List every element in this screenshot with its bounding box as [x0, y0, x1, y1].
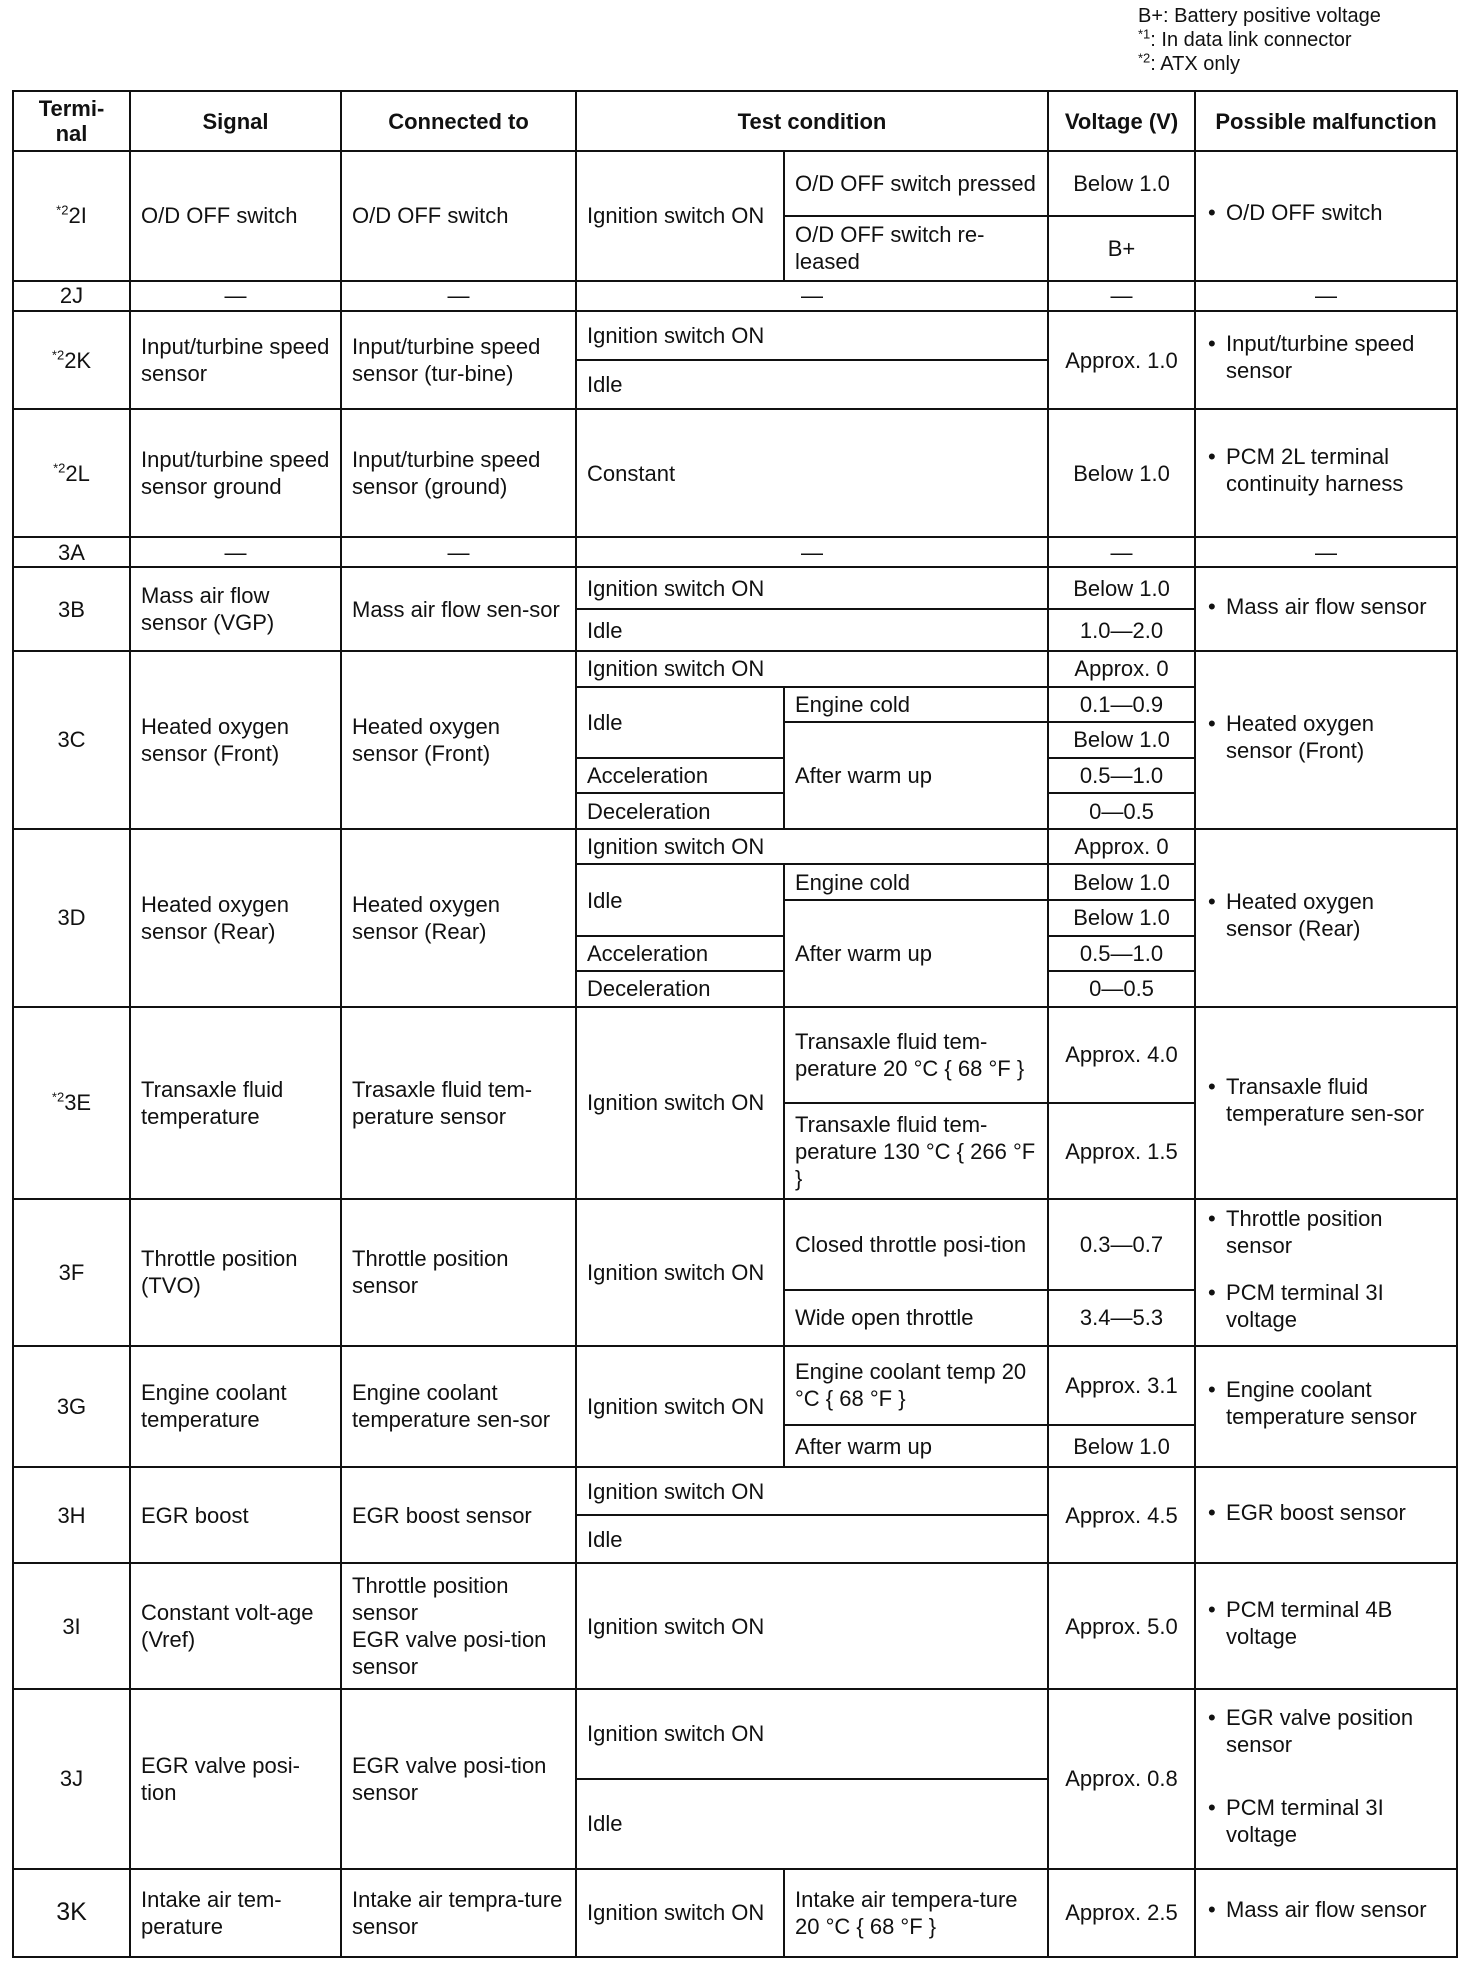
- header-malfunction: Possible malfunction: [1195, 91, 1457, 151]
- condition-cell: Idle: [576, 1779, 1048, 1869]
- sub-condition-cell: After warm up: [784, 900, 1048, 1007]
- connected-cell: Heated oxygen sensor (Front): [341, 651, 576, 829]
- table-row: [13, 537, 1457, 567]
- table-row: [13, 1869, 1457, 1957]
- condition-cell: Deceleration: [576, 793, 784, 829]
- sub-condition-cell: Engine cold: [784, 687, 1048, 723]
- connected-cell: Input/turbine speed sensor (tur-bine): [341, 311, 576, 409]
- malfunction-cell: • Mass air flow sensor: [1195, 567, 1457, 651]
- voltage-cell: 0—0.5: [1048, 793, 1195, 829]
- malfunction-cell: • Heated oxygen sensor (Rear): [1195, 829, 1457, 1007]
- connected-cell: Mass air flow sen-sor: [341, 567, 576, 651]
- dash-cell: —: [1195, 537, 1457, 567]
- malfunction-cell: • Input/turbine speed sensor: [1195, 311, 1457, 409]
- connected-cell: Trasaxle fluid tem-perature sensor: [341, 1007, 576, 1200]
- sub-condition-cell: Wide open throttle: [784, 1290, 1048, 1346]
- malfunction-cell: • O/D OFF switch: [1195, 151, 1457, 281]
- condition-cell: Ignition switch ON: [576, 151, 784, 281]
- condition-cell: Idle: [576, 687, 784, 758]
- connected-line: EGR valve posi-tion sensor: [352, 1627, 547, 1680]
- terminal-cell: 3I: [13, 1563, 130, 1689]
- table-row: [13, 311, 1457, 360]
- table-row: [13, 151, 1457, 216]
- condition-cell: Idle: [576, 609, 1048, 651]
- condition-cell: Ignition switch ON: [576, 651, 1048, 687]
- table-row: [13, 829, 1457, 865]
- header-connected-to: Connected to: [341, 91, 576, 151]
- malfunction-cell: • EGR boost sensor: [1195, 1467, 1457, 1563]
- condition-cell: Ignition switch ON: [576, 1689, 1048, 1779]
- condition-cell: Ignition switch ON: [576, 1869, 784, 1957]
- sub-condition-cell: Engine cold: [784, 864, 1048, 900]
- header-terminal: Termi-nal: [13, 91, 130, 151]
- sub-condition-cell: After warm up: [784, 1425, 1048, 1467]
- table-row: [13, 567, 1457, 609]
- voltage-cell: Approx. 1.5: [1048, 1103, 1195, 1199]
- table-row: [13, 1007, 1457, 1103]
- dash-cell: —: [576, 537, 1048, 567]
- connected-cell: Throttle position sensor: [341, 1199, 576, 1345]
- voltage-cell: Approx. 4.5: [1048, 1467, 1195, 1563]
- malfunction-cell: • Transaxle fluid temperature sen-sor: [1195, 1007, 1457, 1200]
- dash-cell: —: [1195, 281, 1457, 311]
- terminal-cell: 3J: [13, 1689, 130, 1869]
- header-test-condition: Test condition: [576, 91, 1048, 151]
- connected-cell: EGR boost sensor: [341, 1467, 576, 1563]
- connected-cell: [341, 1563, 576, 1689]
- header-signal: Signal: [130, 91, 341, 151]
- signal-cell: Intake air tem-perature: [130, 1869, 341, 1957]
- voltage-cell: Below 1.0: [1048, 409, 1195, 537]
- connected-cell: EGR valve posi-tion sensor: [341, 1689, 576, 1869]
- signal-cell: Heated oxygen sensor (Front): [130, 651, 341, 829]
- malfunction-cell: • Heated oxygen sensor (Front): [1195, 651, 1457, 829]
- terminal-cell: 3B: [13, 567, 130, 651]
- sub-condition-cell: Engine coolant temp 20 °C { 68 °F }: [784, 1346, 1048, 1426]
- dash-cell: —: [130, 537, 341, 567]
- terminal-cell: $^{*2}$2L: [13, 409, 130, 537]
- table-row: [13, 281, 1457, 311]
- voltage-cell: Approx. 0: [1048, 651, 1195, 687]
- terminal-cell: 3C: [13, 651, 130, 829]
- table-row: [13, 1689, 1457, 1779]
- condition-cell: Constant: [576, 409, 1048, 537]
- dash-cell: —: [341, 537, 576, 567]
- voltage-cell: Approx. 0: [1048, 829, 1195, 865]
- condition-cell: Acceleration: [576, 936, 784, 972]
- table-row: [13, 1563, 1457, 1689]
- malfunction-cell: • EGR valve position sensor • PCM terminal 3I voltage: [1195, 1689, 1457, 1869]
- legend-notes: [1138, 4, 1381, 76]
- terminal-cell: 3D: [13, 829, 130, 1007]
- voltage-cell: Approx. 1.0: [1048, 311, 1195, 409]
- voltage-cell: B+: [1048, 216, 1195, 281]
- sub-condition-cell: After warm up: [784, 722, 1048, 829]
- condition-cell: Idle: [576, 864, 784, 935]
- voltage-cell: Approx. 2.5: [1048, 1869, 1195, 1957]
- terminal-cell: 3G: [13, 1346, 130, 1467]
- voltage-cell: 3.4—5.3: [1048, 1290, 1195, 1346]
- header-row: [13, 91, 1457, 151]
- signal-cell: Input/turbine speed sensor ground: [130, 409, 341, 537]
- condition-cell: Idle: [576, 1515, 1048, 1563]
- table-row: [13, 409, 1457, 537]
- sub-condition-cell: O/D OFF switch re-leased: [784, 216, 1048, 281]
- malfunction-cell: • PCM terminal 4B voltage: [1195, 1563, 1457, 1689]
- signal-cell: Input/turbine speed sensor: [130, 311, 341, 409]
- sub-condition-cell: Intake air tempera-ture 20 °C { 68 °F }: [784, 1869, 1048, 1957]
- condition-cell: Ignition switch ON: [576, 829, 1048, 865]
- condition-cell: Ignition switch ON: [576, 1007, 784, 1200]
- voltage-cell: 0.5—1.0: [1048, 936, 1195, 972]
- connected-cell: Engine coolant temperature sen-sor: [341, 1346, 576, 1467]
- legend-bplus: B+: Battery positive voltage: [1138, 5, 1381, 27]
- voltage-cell: Approx. 0.8: [1048, 1689, 1195, 1869]
- table-row: [13, 1346, 1457, 1426]
- voltage-cell: Below 1.0: [1048, 864, 1195, 900]
- malfunction-cell: • Throttle position sensor • PCM terminal 3I voltage: [1195, 1199, 1457, 1345]
- voltage-cell: 0.5—1.0: [1048, 758, 1195, 794]
- voltage-cell: Below 1.0: [1048, 900, 1195, 936]
- voltage-cell: 0.1—0.9: [1048, 687, 1195, 723]
- terminal-cell: $^{*2}$2I: [13, 151, 130, 281]
- legend-note-1: $^{*1}$: In data link connector: [1138, 26, 1352, 51]
- table-row: [13, 1199, 1457, 1289]
- signal-cell: Constant volt-age (Vref): [130, 1563, 341, 1689]
- table-row: [13, 1467, 1457, 1515]
- dash-cell: —: [341, 281, 576, 311]
- malfunction-cell: • Engine coolant temperature sensor: [1195, 1346, 1457, 1467]
- voltage-cell: 1.0—2.0: [1048, 609, 1195, 651]
- sub-condition-cell: Closed throttle posi-tion: [784, 1199, 1048, 1289]
- dash-cell: —: [1048, 281, 1195, 311]
- dash-cell: —: [130, 281, 341, 311]
- terminal-cell: $^{*2}$3E: [13, 1007, 130, 1200]
- dash-cell: —: [576, 281, 1048, 311]
- terminal-cell: 3A: [13, 537, 130, 567]
- condition-cell: Ignition switch ON: [576, 1199, 784, 1345]
- condition-cell: Deceleration: [576, 971, 784, 1007]
- terminal-cell: 3F: [13, 1199, 130, 1345]
- signal-cell: Transaxle fluid temperature: [130, 1007, 341, 1200]
- terminal-cell: 3K: [13, 1869, 130, 1957]
- pcm-terminal-voltage-table: [12, 90, 1458, 1958]
- connected-cell: Intake air tempra-ture sensor: [341, 1869, 576, 1957]
- condition-cell: Ignition switch ON: [576, 1467, 1048, 1515]
- terminal-cell: $^{*2}$2K: [13, 311, 130, 409]
- connected-cell: Heated oxygen sensor (Rear): [341, 829, 576, 1007]
- header-voltage: Voltage (V): [1048, 91, 1195, 151]
- terminal-cell: 3H: [13, 1467, 130, 1563]
- condition-cell: Ignition switch ON: [576, 311, 1048, 360]
- condition-cell: Acceleration: [576, 758, 784, 794]
- sub-condition-cell: O/D OFF switch pressed: [784, 151, 1048, 216]
- condition-cell: Idle: [576, 360, 1048, 409]
- signal-cell: O/D OFF switch: [130, 151, 341, 281]
- voltage-cell: Below 1.0: [1048, 722, 1195, 758]
- connected-line: Throttle position sensor: [352, 1573, 509, 1626]
- legend-note-2: $^{*2}$: ATX only: [1138, 50, 1240, 75]
- voltage-cell: 0—0.5: [1048, 971, 1195, 1007]
- voltage-cell: Approx. 3.1: [1048, 1346, 1195, 1426]
- sub-condition-cell: Transaxle fluid tem-perature 20 °C { 68 °F }: [784, 1007, 1048, 1103]
- malfunction-cell: • Mass air flow sensor: [1195, 1869, 1457, 1957]
- sub-condition-cell: Transaxle fluid tem-perature 130 °C { 266 °F }: [784, 1103, 1048, 1199]
- signal-cell: Engine coolant temperature: [130, 1346, 341, 1467]
- signal-cell: Heated oxygen sensor (Rear): [130, 829, 341, 1007]
- signal-cell: EGR boost: [130, 1467, 341, 1563]
- dash-cell: —: [1048, 537, 1195, 567]
- malfunction-cell: • PCM 2L terminal continuity harness: [1195, 409, 1457, 537]
- terminal-cell: 2J: [13, 281, 130, 311]
- table-row: [13, 651, 1457, 687]
- condition-cell: Ignition switch ON: [576, 567, 1048, 609]
- condition-cell: Ignition switch ON: [576, 1563, 1048, 1689]
- voltage-cell: Below 1.0: [1048, 1425, 1195, 1467]
- connected-cell: Input/turbine speed sensor (ground): [341, 409, 576, 537]
- voltage-cell: 0.3—0.7: [1048, 1199, 1195, 1289]
- signal-cell: Throttle position (TVO): [130, 1199, 341, 1345]
- voltage-cell: Approx. 5.0: [1048, 1563, 1195, 1689]
- voltage-cell: Below 1.0: [1048, 151, 1195, 216]
- connected-cell: O/D OFF switch: [341, 151, 576, 281]
- condition-cell: Ignition switch ON: [576, 1346, 784, 1467]
- signal-cell: Mass air flow sensor (VGP): [130, 567, 341, 651]
- voltage-cell: Approx. 4.0: [1048, 1007, 1195, 1103]
- voltage-cell: Below 1.0: [1048, 567, 1195, 609]
- signal-cell: EGR valve posi-tion: [130, 1689, 341, 1869]
